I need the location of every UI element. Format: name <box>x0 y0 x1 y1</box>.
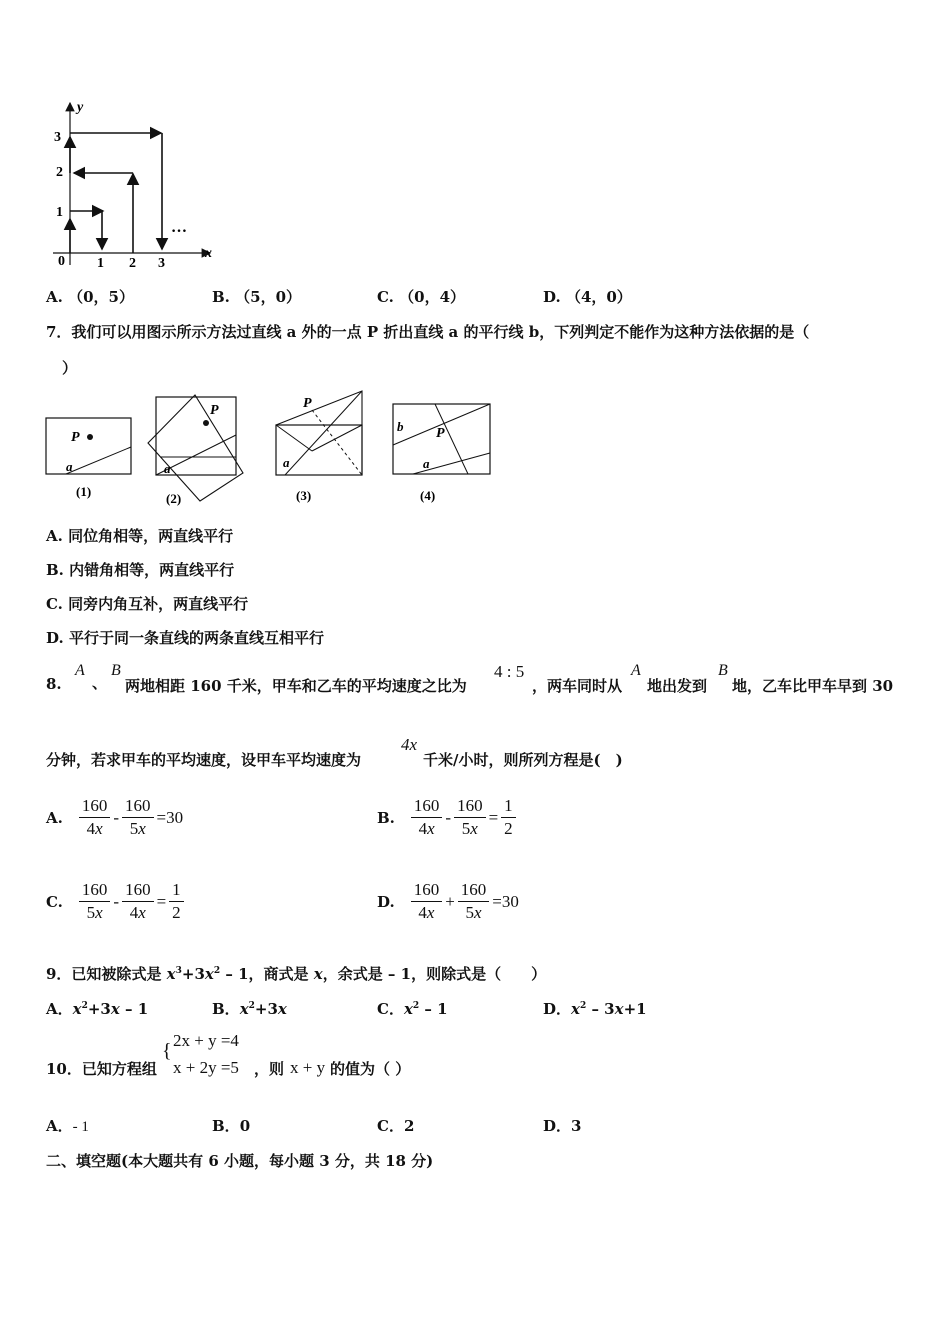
step-path-graph <box>45 95 225 275</box>
q8-text-4: 地，乙车比甲车早到 30 <box>732 677 894 695</box>
q9-option-d[interactable]: D．$x^2 - 3x+1$ <box>543 1000 647 1018</box>
q8-text-1: 两地相距 160 千米，甲车和乙车的平均速度之比为 <box>125 677 467 695</box>
q10-equation-1: 2x + y =4 <box>173 1031 239 1050</box>
q8-line2-b: 千米/小时，则所列方程是( ) <box>423 751 623 769</box>
option-expression: $x^2+3x$ <box>239 1000 287 1018</box>
q10-tail: 的值为（ ） <box>330 1060 411 1078</box>
q6-option-d[interactable]: D. （4，0） <box>543 288 632 306</box>
q8-sep: 、 <box>92 674 108 692</box>
fraction: $\frac{160}{5x}$ <box>79 879 111 924</box>
q8-option-a[interactable]: A. $\frac{160}{4x}$ - $\frac{160}{5x}$ =30 <box>46 796 184 838</box>
svg-text:a: a <box>283 455 290 470</box>
svg-text:a: a <box>164 461 171 476</box>
y-tick: 2 <box>56 165 63 180</box>
q10-stem: 10．已知方程组 <box>46 1060 157 1078</box>
fraction: $\frac{160}{5x}$ <box>458 879 490 924</box>
q8-text-2: ，两车同时从 <box>532 677 623 695</box>
svg-text:P: P <box>436 426 445 441</box>
option-expression: $x^2 - 1$ <box>403 1000 448 1018</box>
figure-caption: (2) <box>166 491 182 506</box>
svg-text:P: P <box>210 403 219 418</box>
fraction: $\frac{160}{5x}$ <box>454 795 486 840</box>
q8-var-a: A <box>75 662 85 679</box>
q8-option-d[interactable]: D. $\frac{160}{4x}$ + $\frac{160}{5x}$ =30 <box>377 880 519 922</box>
svg-text:a: a <box>423 456 430 471</box>
q10-option-a[interactable]: A．- 1 <box>46 1117 89 1135</box>
q8-line2-a: 分钟，若求甲车的平均速度，设甲车平均速度为 <box>46 751 362 769</box>
y-axis-label: y <box>77 100 84 115</box>
q7-stem-line2: ） <box>62 359 78 377</box>
option-expression: $x^2+3x - 1$ <box>72 1000 149 1018</box>
q8-option-c[interactable]: C. $\frac{160}{5x}$ - $\frac{160}{4x}$ = $\frac{1}{2}$ <box>46 879 186 924</box>
q9-stem: 9．已知被除式是 $x^3+3x^2 - 1$，商式是 x，余式是 – 1，则除式是（ ） <box>46 965 547 983</box>
y-tick: 3 <box>54 130 61 145</box>
q8-var-b-2: B <box>718 662 728 679</box>
figure-caption: (4) <box>420 488 436 503</box>
fraction: $\frac{1}{2}$ <box>501 795 516 840</box>
q6-option-c[interactable]: C. （0，4） <box>377 288 466 306</box>
q10-expression: x + y <box>290 1058 326 1077</box>
q9-option-a[interactable]: A．$x^2+3x - 1$ <box>46 1000 149 1018</box>
q10-brace: { <box>162 1040 172 1062</box>
q7-fold-figures <box>40 385 500 510</box>
fraction: $\frac{160}{5x}$ <box>122 795 154 840</box>
q9-option-b[interactable]: B．$x^2+3x$ <box>212 1000 287 1018</box>
q7-option-a[interactable]: A. 同位角相等，两直线平行 <box>46 527 234 545</box>
q9-option-c[interactable]: C．$x^2 - 1$ <box>377 1000 448 1018</box>
ellipsis: … <box>171 219 187 236</box>
x-tick: 1 <box>97 256 104 271</box>
svg-text:P: P <box>303 396 312 411</box>
q8-var-b: B <box>111 662 121 679</box>
q8-option-b[interactable]: B. $\frac{160}{4x}$ - $\frac{160}{5x}$ = $\frac{1}{2}$ <box>377 795 518 840</box>
x-axis-label: x <box>205 246 212 261</box>
x-tick: 2 <box>129 256 136 271</box>
x-tick: 3 <box>158 256 165 271</box>
figure-caption: (1) <box>76 484 92 499</box>
q7-stem-line1: 7．我们可以用图示所示方法过直线 a 外的一点 P 折出直线 a 的平行线 b，下列判定不能作为这种方法依据的是（ <box>46 323 810 341</box>
q10-option-c[interactable]: C．2 <box>377 1117 415 1135</box>
q10-option-b[interactable]: B．0 <box>212 1117 251 1135</box>
q8-text-3: 地出发到 <box>647 677 708 695</box>
option-expression: $x^2 - 3x+1$ <box>571 1000 647 1018</box>
q6-option-b[interactable]: B. （5，0） <box>212 288 302 306</box>
q7-option-b[interactable]: B. 内错角相等，两直线平行 <box>46 561 235 579</box>
fraction: $\frac{160}{4x}$ <box>79 795 111 840</box>
fraction: $\frac{160}{4x}$ <box>122 879 154 924</box>
svg-text:a: a <box>66 459 73 474</box>
q8-ratio: 4 : 5 <box>494 662 525 681</box>
q8-number: 8. <box>46 675 62 693</box>
section-title: 二、填空题(本大题共有 6 小题，每小题 3 分，共 18 分) <box>46 1152 434 1170</box>
svg-text:P: P <box>71 430 80 445</box>
svg-text:b: b <box>397 419 404 434</box>
q8-speed-var: 4x <box>401 735 418 754</box>
q7-option-c[interactable]: C. 同旁内角互补，两直线平行 <box>46 595 249 613</box>
figure-caption: (3) <box>296 488 312 503</box>
fraction: $\frac{1}{2}$ <box>169 879 184 924</box>
fraction: $\frac{160}{4x}$ <box>411 879 443 924</box>
q6-option-a[interactable]: A. （0，5） <box>46 288 134 306</box>
y-tick: 1 <box>56 205 63 220</box>
origin-label: 0 <box>58 254 65 269</box>
fraction: $\frac{160}{4x}$ <box>411 795 443 840</box>
q10-mid: ，则 <box>254 1060 285 1078</box>
q7-option-d[interactable]: D. 平行于同一条直线的两条直线互相平行 <box>46 629 324 647</box>
q10-option-d[interactable]: D．3 <box>543 1117 582 1135</box>
q8-var-a-2: A <box>631 662 641 679</box>
q10-equation-2: x + 2y =5 <box>173 1058 239 1077</box>
dividend-expression: $x^3+3x^2 - 1$ <box>166 965 249 983</box>
